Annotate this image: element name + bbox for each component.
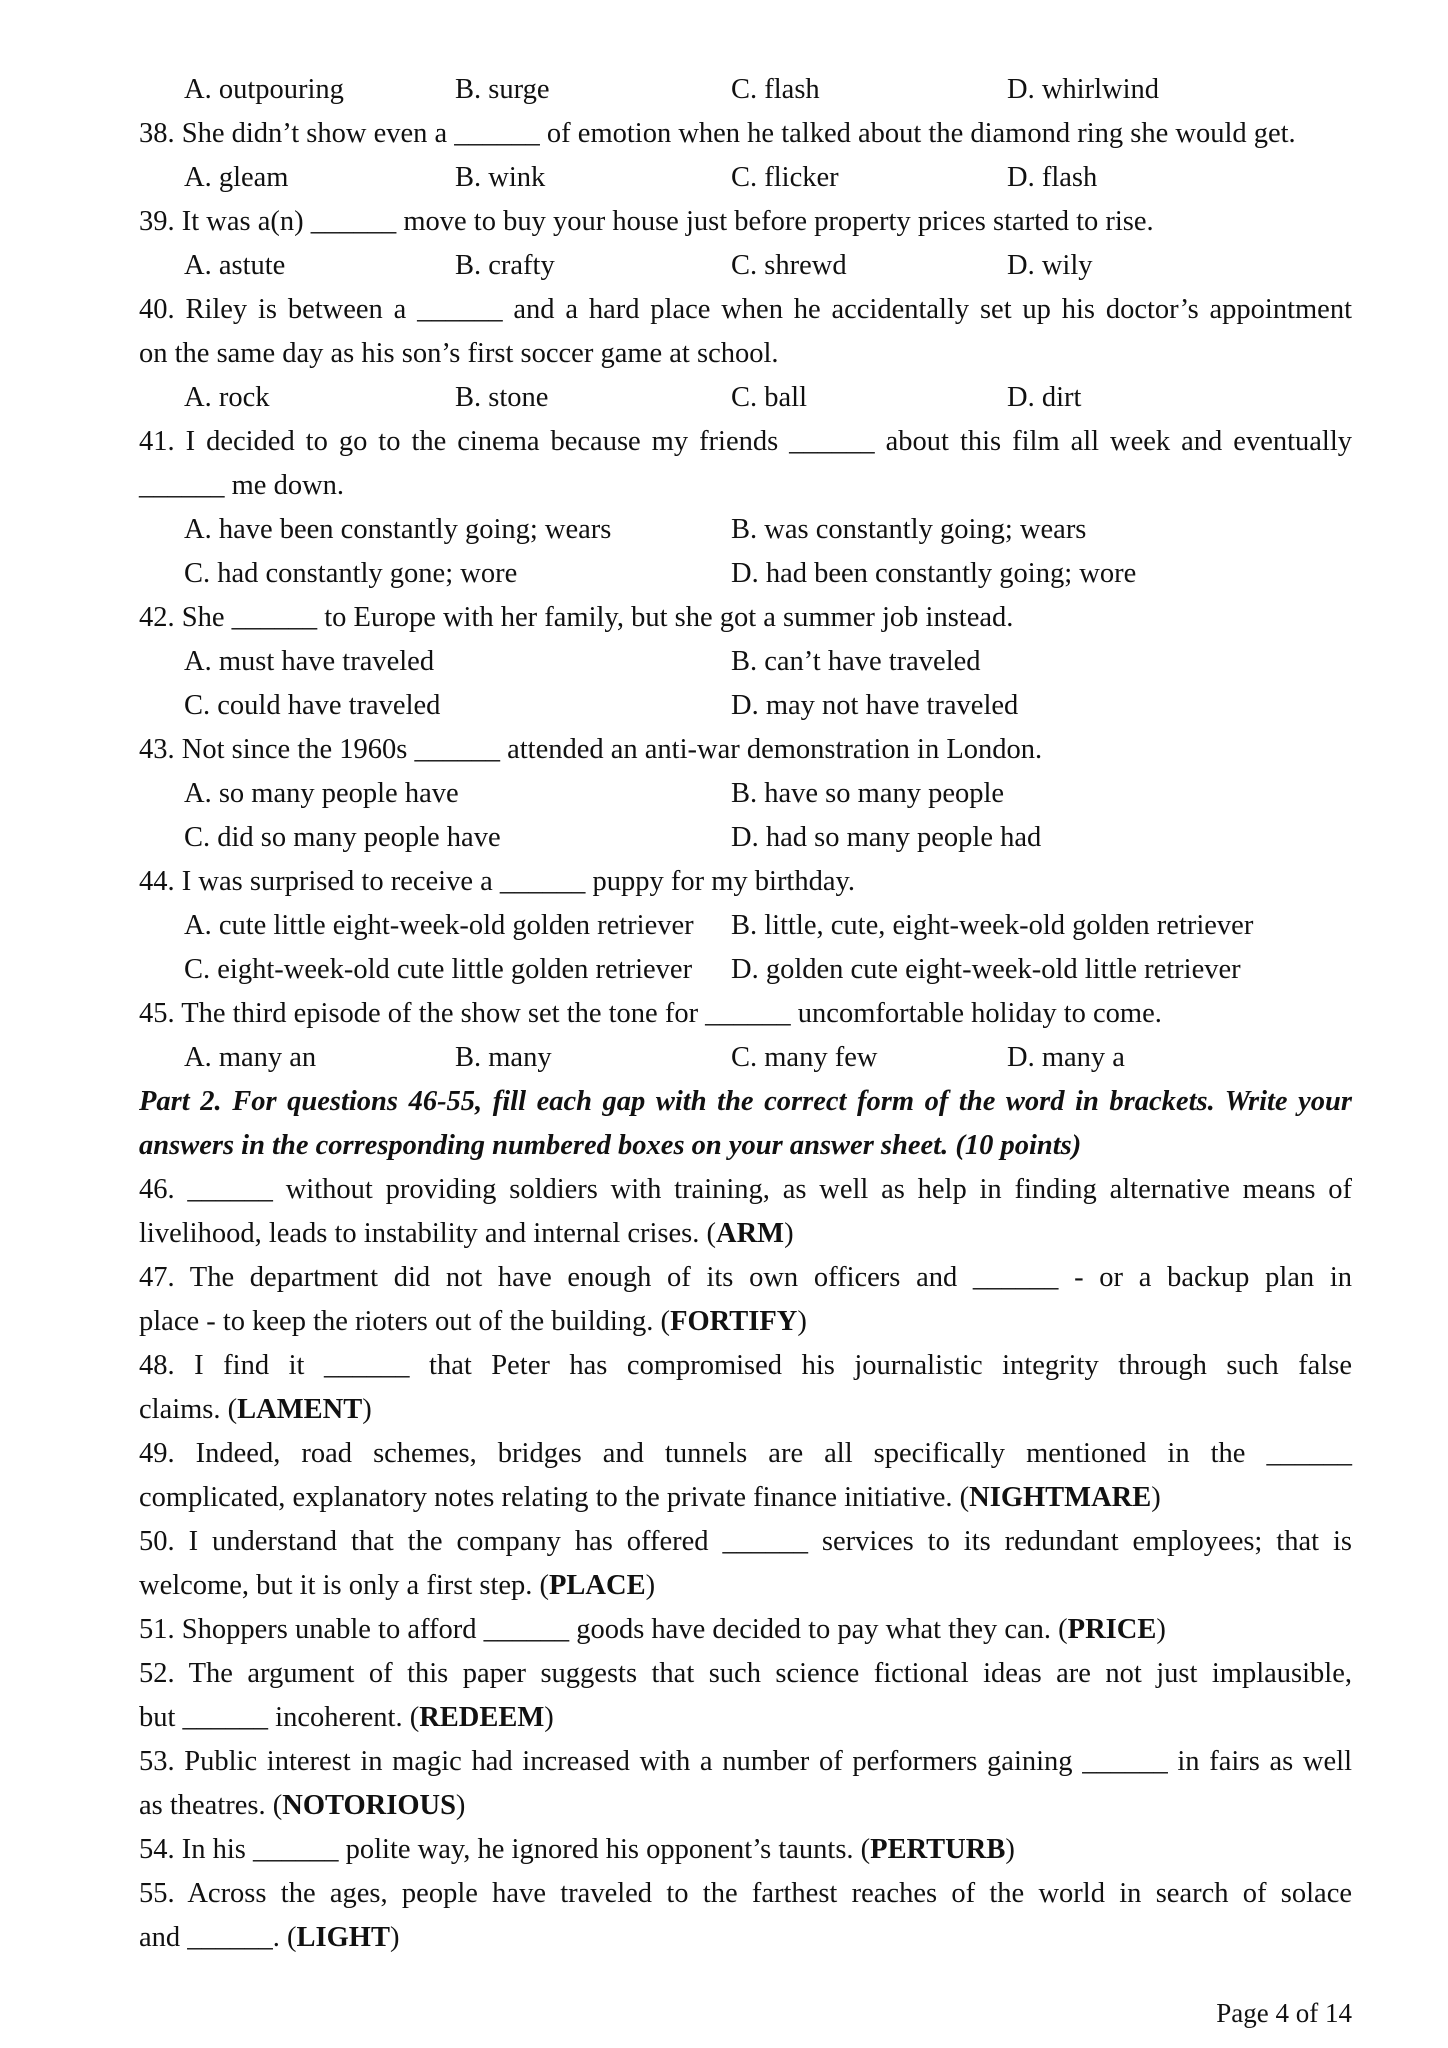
- q52-line2: [139, 1696, 1352, 1740]
- q52-word: REDEEM: [419, 1702, 545, 1733]
- q44-options-cd: [139, 948, 1352, 992]
- q39-options: [139, 244, 1352, 288]
- q42-options-ab: [139, 640, 1352, 684]
- q49-text: complicated, explanatory notes relating to the private finance initiative. (: [139, 1482, 970, 1513]
- q43-option-a: A. so many people have: [184, 778, 459, 809]
- q48-line2: [139, 1388, 1352, 1432]
- q44-option-d: D. golden cute eight-week-old little retriever: [731, 954, 1241, 985]
- part2-instructions-line1: Part 2. For questions 46-55, fill each gap with the correct form of the word in brackets. Write your: [139, 1086, 1352, 1117]
- q39-option-a: A. astute: [184, 250, 286, 281]
- q40-option-a: A. rock: [184, 382, 270, 413]
- q42-option-c: C. could have traveled: [184, 690, 441, 721]
- q48-close: ): [362, 1394, 372, 1425]
- q53-close: ): [455, 1790, 466, 1821]
- q39-option-c: C. shrewd: [731, 250, 847, 281]
- q50-close: ): [645, 1570, 656, 1601]
- q43-option-c: C. did so many people have: [184, 822, 501, 853]
- q38-option-d: D. flash: [1007, 162, 1098, 193]
- q37-options: [139, 68, 1352, 112]
- q52-close: ): [544, 1702, 554, 1733]
- q52-line1: 52. The argument of this paper suggests that such science fictional ideas are not just implausible,: [139, 1658, 1352, 1689]
- q51-close: ): [1156, 1614, 1166, 1645]
- q40-stem-line1: 40. Riley is between a ______ and a hard place when he accidentally set up his doctor’s appointment: [139, 294, 1352, 325]
- q47-close: ): [797, 1306, 807, 1337]
- q51-text: 51. Shoppers unable to afford ______ goods have decided to pay what they can. (: [139, 1614, 1068, 1645]
- q40-option-c: C. ball: [731, 382, 807, 413]
- q50-word: PLACE: [549, 1570, 646, 1601]
- q37-option-a: A. outpouring: [184, 74, 344, 105]
- q47-text: place - to keep the rioters out of the building. (: [139, 1306, 671, 1337]
- q55-text: and ______. (: [139, 1922, 297, 1953]
- q39-stem: 39. It was a(n) ______ move to buy your house just before property prices started to rise.: [139, 206, 1154, 237]
- q53-line1: 53. Public interest in magic had increased with a number of performers gaining ______ in fairs as well: [139, 1746, 1352, 1777]
- q39-option-b: B. crafty: [455, 250, 555, 281]
- q46-close: ): [784, 1218, 794, 1249]
- q45-options: [139, 1036, 1352, 1080]
- q39-option-d: D. wily: [1007, 250, 1093, 281]
- q45-option-b: B. many: [455, 1042, 552, 1073]
- q41-stem-line2: ______ me down.: [139, 470, 345, 501]
- q47-word: FORTIFY: [670, 1306, 798, 1337]
- q41-option-b: B. was constantly going; wears: [731, 514, 1087, 545]
- q38-option-b: B. wink: [455, 162, 546, 193]
- q44-option-c: C. eight-week-old cute little golden retriever: [184, 954, 693, 985]
- q38-option-a: A. gleam: [184, 162, 289, 193]
- q37-option-b: B. surge: [455, 74, 550, 105]
- q46-line1: 46. ______ without providing soldiers with training, as well as help in finding alternative means of: [139, 1174, 1352, 1205]
- q38-option-c: C. flicker: [731, 162, 839, 193]
- q55-line1: 55. Across the ages, people have traveled to the farthest reaches of the world in search of solace: [139, 1878, 1352, 1909]
- q48-word: LAMENT: [237, 1394, 363, 1425]
- q42-stem: 42. She ______ to Europe with her family, but she got a summer job instead.: [139, 602, 1014, 633]
- q47-line2: [139, 1300, 1352, 1344]
- q41-options-cd: [139, 552, 1352, 596]
- q38-options: [139, 156, 1352, 200]
- q45-stem: 45. The third episode of the show set the tone for ______ uncomfortable holiday to come.: [139, 998, 1162, 1029]
- q54-word: PERTURB: [870, 1834, 1006, 1865]
- q42-options-cd: [139, 684, 1352, 728]
- q45-option-c: C. many few: [731, 1042, 878, 1073]
- q54-close: ): [1005, 1834, 1015, 1865]
- q51-line1: [139, 1608, 1352, 1652]
- q43-option-d: D. had so many people had: [731, 822, 1042, 853]
- q55-close: ): [389, 1922, 400, 1953]
- q38-stem: 38. She didn’t show even a ______ of emotion when he talked about the diamond ring she would get.: [139, 118, 1296, 149]
- q37-option-c: C. flash: [731, 74, 820, 105]
- q40-option-b: B. stone: [455, 382, 549, 413]
- q50-line1: 50. I understand that the company has offered ______ services to its redundant employees; that is: [139, 1526, 1352, 1557]
- q43-options-cd: [139, 816, 1352, 860]
- q40-options: [139, 376, 1352, 420]
- q48-line1: 48. I find it ______ that Peter has compromised his journalistic integrity through such false: [139, 1350, 1352, 1381]
- q53-word: NOTORIOUS: [282, 1790, 456, 1821]
- q47-line1: 47. The department did not have enough of its own officers and ______ - or a backup plan in: [139, 1262, 1352, 1293]
- q42-option-a: A. must have traveled: [184, 646, 435, 677]
- q55-line2: [139, 1916, 1352, 1960]
- q49-close: ): [1151, 1482, 1161, 1513]
- q54-line1: [139, 1828, 1352, 1872]
- q37-option-d: D. whirlwind: [1007, 74, 1159, 105]
- q41-stem-line1: 41. I decided to go to the cinema because my friends ______ about this film all week and eventually: [139, 426, 1352, 457]
- part2-instructions-line2: answers in the corresponding numbered boxes on your answer sheet. (10 points): [139, 1130, 1082, 1161]
- q41-option-d: D. had been constantly going; wore: [731, 558, 1137, 589]
- q41-option-c: C. had constantly gone; wore: [184, 558, 518, 589]
- q42-option-d: D. may not have traveled: [731, 690, 1019, 721]
- q49-line1: 49. Indeed, road schemes, bridges and tunnels are all specifically mentioned in the ______: [139, 1438, 1352, 1469]
- q45-option-a: A. many an: [184, 1042, 317, 1073]
- q41-options-ab: [139, 508, 1352, 552]
- q49-line2: [139, 1476, 1352, 1520]
- q46-text: livelihood, leads to instability and internal crises. (: [139, 1218, 716, 1249]
- q41-option-a: A. have been constantly going; wears: [184, 514, 612, 545]
- q51-word: PRICE: [1067, 1614, 1157, 1645]
- q50-text: welcome, but it is only a first step. (: [139, 1570, 550, 1601]
- q44-option-b: B. little, cute, eight-week-old golden retriever: [731, 910, 1254, 941]
- q53-text: as theatres. (: [139, 1790, 283, 1821]
- q46-line2: [139, 1212, 1352, 1256]
- q48-text: claims. (: [139, 1394, 238, 1425]
- q43-option-b: B. have so many people: [731, 778, 1005, 809]
- page-number: Page 4 of 14: [1216, 1998, 1352, 2028]
- q52-text: but ______ incoherent. (: [139, 1702, 420, 1733]
- q55-word: LIGHT: [296, 1922, 390, 1953]
- q42-option-b: B. can’t have traveled: [731, 646, 981, 677]
- exam-page: [139, 68, 1352, 1960]
- q45-option-d: D. many a: [1007, 1042, 1125, 1073]
- q49-word: NIGHTMARE: [969, 1482, 1152, 1513]
- q54-text: 54. In his ______ polite way, he ignored his opponent’s taunts. (: [139, 1834, 871, 1865]
- q40-stem-line2: on the same day as his son’s first soccer game at school.: [139, 338, 779, 369]
- q40-option-d: D. dirt: [1007, 382, 1082, 413]
- q50-line2: [139, 1564, 1352, 1608]
- q43-stem: 43. Not since the 1960s ______ attended an anti-war demonstration in London.: [139, 734, 1043, 765]
- q44-options-ab: [139, 904, 1352, 948]
- q46-word: ARM: [716, 1218, 785, 1249]
- q44-option-a: A. cute little eight-week-old golden retriever: [184, 910, 694, 941]
- q53-line2: [139, 1784, 1352, 1828]
- q44-stem: 44. I was surprised to receive a ______ puppy for my birthday.: [139, 866, 856, 897]
- q43-options-ab: [139, 772, 1352, 816]
